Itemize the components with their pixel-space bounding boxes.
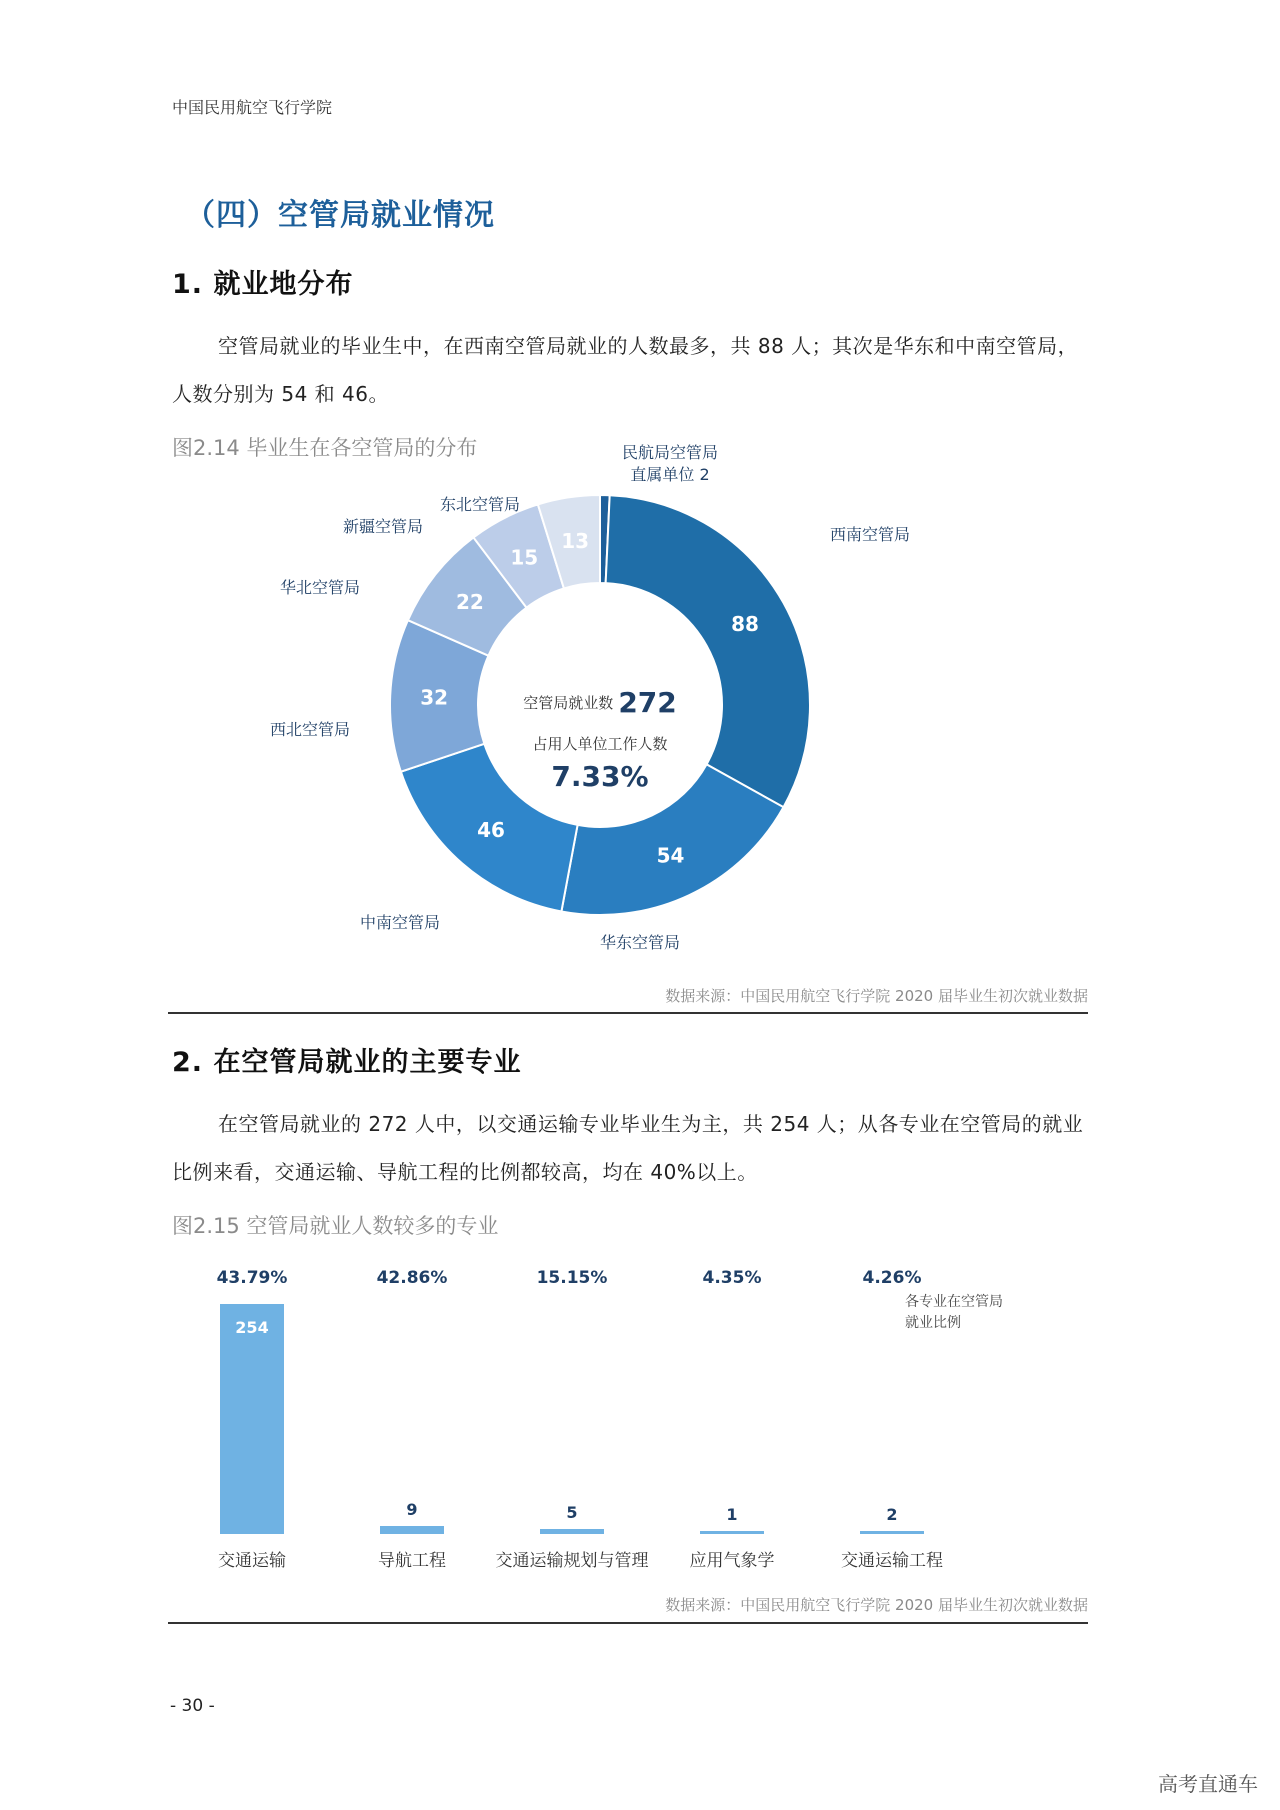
donut-category-label: 华北空管局 bbox=[279, 578, 361, 597]
bar-category-label: 应用气象学 bbox=[689, 1551, 775, 1571]
bar-note-line2: 就业比例 bbox=[905, 1315, 961, 1331]
donut-slice-value: 32 bbox=[420, 685, 449, 710]
bar-value-label: 2 bbox=[886, 1505, 898, 1524]
figure-caption-1: 图2.14 毕业生在各空管局的分布 bbox=[172, 436, 478, 460]
bar-percentage: 43.79% bbox=[216, 1268, 288, 1288]
donut-center-total: 272 bbox=[618, 686, 677, 719]
donut-category-label: 民航局空管局直属单位 2 bbox=[621, 443, 719, 484]
divider-2 bbox=[168, 1622, 1088, 1624]
bar-note-line1: 各专业在空管局 bbox=[905, 1294, 1003, 1310]
donut-slice-value: 13 bbox=[561, 528, 590, 553]
bar-column bbox=[652, 1250, 812, 1580]
bar-percentage: 4.26% bbox=[862, 1268, 922, 1288]
paragraph-1: 空管局就业的毕业生中，在西南空管局就业的人数最多，共 88 人；其次是华东和中南空管局，人数分别为 54 和 46。 bbox=[172, 334, 1079, 406]
bar-value-label: 254 bbox=[235, 1318, 269, 1337]
bar-percentage: 4.35% bbox=[702, 1268, 762, 1288]
bar bbox=[860, 1531, 924, 1534]
bar-value-label: 1 bbox=[726, 1505, 738, 1524]
donut-center-sublabel: 占用人单位工作人数 bbox=[532, 735, 668, 753]
bar-category-label: 交通运输工程 bbox=[841, 1551, 943, 1571]
bar-percentage: 15.15% bbox=[536, 1268, 608, 1288]
section-title: （四）空管局就业情况 bbox=[185, 198, 495, 233]
data-source-2: 数据来源：中国民用航空飞行学院 2020 届毕业生初次就业数据 bbox=[665, 1596, 1088, 1614]
subsection-title-2: 2. 在空管局就业的主要专业 bbox=[172, 1047, 522, 1078]
bar-percentage: 42.86% bbox=[376, 1268, 448, 1288]
figure-caption-2: 图2.15 空管局就业人数较多的专业 bbox=[172, 1214, 499, 1238]
subsection-title-1: 1. 就业地分布 bbox=[172, 269, 354, 300]
donut-center bbox=[505, 686, 695, 719]
donut-slice-value: 88 bbox=[731, 612, 759, 637]
donut-category-label: 西北空管局 bbox=[269, 720, 351, 739]
donut-center-label: 空管局就业数 bbox=[523, 694, 614, 712]
bar bbox=[700, 1531, 764, 1534]
paragraph-2: 在空管局就业的 272 人中，以交通运输专业毕业生为主，共 254 人；从各专业在空管局的就业比例来看，交通运输、导航工程的比例都较高，均在 40%以上。 bbox=[172, 1112, 1084, 1184]
watermark: 高考直通车 bbox=[1158, 1772, 1258, 1796]
bar bbox=[540, 1529, 604, 1534]
bar-category-label: 交通运输 bbox=[218, 1551, 286, 1571]
donut-category-label: 中南空管局 bbox=[359, 913, 441, 932]
bar-chart-note bbox=[905, 1292, 1003, 1334]
header-school-name: 中国民用航空飞行学院 bbox=[172, 98, 333, 117]
donut-category-label: 东北空管局 bbox=[439, 495, 521, 514]
bar-category-label: 交通运输规划与管理 bbox=[495, 1551, 649, 1571]
donut-slice-value: 54 bbox=[656, 843, 685, 868]
bar bbox=[380, 1526, 444, 1534]
bar-value-label: 5 bbox=[566, 1503, 578, 1523]
donut-center-percent: 7.33% bbox=[551, 760, 649, 793]
donut-slice-value: 22 bbox=[455, 589, 484, 614]
bar bbox=[220, 1304, 284, 1534]
donut-slice-value: 15 bbox=[510, 545, 539, 570]
data-source-1: 数据来源：中国民用航空飞行学院 2020 届毕业生初次就业数据 bbox=[665, 987, 1088, 1005]
donut-category-label: 西南空管局 bbox=[830, 525, 911, 544]
page-number: - 30 - bbox=[170, 1696, 215, 1716]
donut-category-label: 新疆空管局 bbox=[342, 517, 424, 536]
bar-column bbox=[492, 1250, 652, 1580]
donut-slice-value: 46 bbox=[477, 818, 505, 843]
bar-column bbox=[172, 1250, 332, 1580]
bar-value-label: 9 bbox=[406, 1499, 418, 1519]
divider-1 bbox=[168, 1012, 1088, 1014]
bar-column bbox=[332, 1250, 492, 1580]
donut-category-label: 华东空管局 bbox=[599, 933, 681, 952]
bar-category-label: 导航工程 bbox=[378, 1551, 446, 1571]
